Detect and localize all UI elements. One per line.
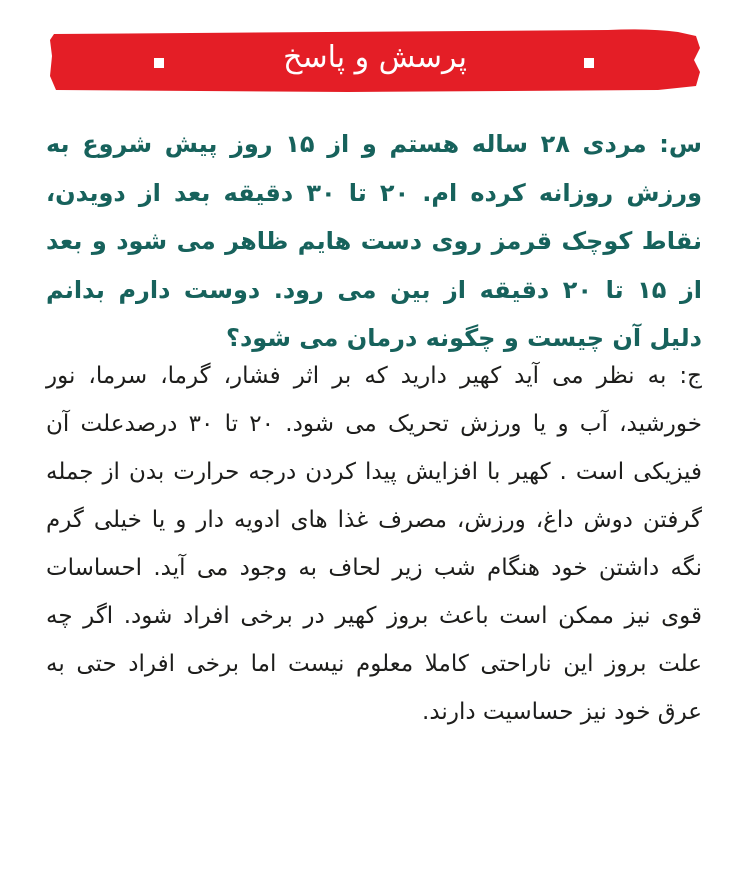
section-banner	[48, 26, 702, 94]
question-text: س: مردی ۲۸ ساله هستم و از ۱۵ روز پیش شروع به ورزش روزانه کرده ام. ۲۰ تا ۳۰ دقیقه بعد از دویدن، نقاط کوچک قرمز روی دست هایم ظاهر می شود و بعد از ۱۵ تا ۲۰ دقیقه از بین می رود. دوست دارم بدانم دلیل آن چیست و چگونه درمان می شود؟	[46, 130, 702, 352]
banner-title: پرسش و پاسخ	[283, 40, 467, 75]
answer-text: ج: به نظر می آید کهیر دارید که بر اثر فشار، گرما، سرما، نور خورشید، آب و یا ورزش تحریک می شود. ۲۰ تا ۳۰ درصدعلت آن فیزیکی است . کهیر با افزایش پیدا کردن درجه حرارت بدن از جمله گرفتن دوش داغ، ورزش، مصرف غذا های ادویه دار و یا خیلی گرم نگه داشتن خود هنگام شب زیر لحاف به وجود می آید. احساسات قوی نیز ممکن است باعث بروز کهیر در برخی افراد شود. اگر چه علت بروز این ناراحتی کاملا معلوم نیست اما برخی افراد حتی به عرق خود نیز حساسیت دارند.	[46, 363, 703, 725]
